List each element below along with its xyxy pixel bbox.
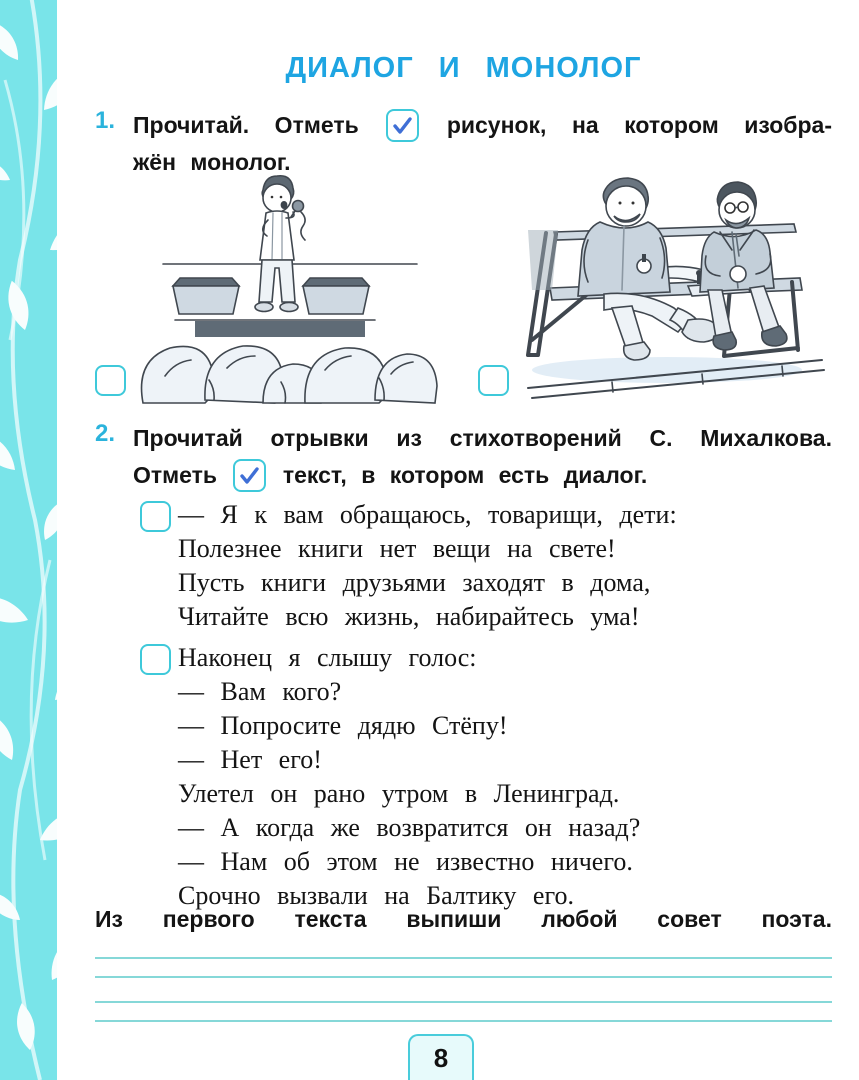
poem-line: — Попросите дядю Стёпу! bbox=[178, 711, 508, 740]
page-number-badge: 8 bbox=[408, 1034, 474, 1080]
task-2-instruction-line-2: Отметь текст, в котором есть диалог. bbox=[133, 457, 832, 494]
check-mark-icon bbox=[388, 111, 417, 140]
answer-line[interactable] bbox=[95, 1001, 832, 1003]
followup-instruction: Из первого текста выпиши любой совет поэта. bbox=[95, 906, 832, 932]
checked-checkbox-icon bbox=[233, 459, 266, 492]
poem-line: Пусть книги друзьями заходят в дома, bbox=[178, 568, 651, 597]
poem-line: Наконец я слышу голос: bbox=[178, 643, 477, 672]
poem-line: — Нам об этом не известно ничего. bbox=[178, 847, 633, 876]
answer-line[interactable] bbox=[95, 957, 832, 959]
dialogue-illustration-two-men-on-bench bbox=[492, 170, 827, 400]
task-1-instruction-line-2: жён монолог. bbox=[133, 149, 291, 175]
poem-excerpt-1 bbox=[140, 498, 840, 634]
task-2-instruction-line-1: Прочитай отрывки из стихотворений С. Михалкова. bbox=[133, 425, 832, 451]
poem-line: Полезнее книги нет вещи на свете! bbox=[178, 534, 616, 563]
monologue-illustration-boy-singing-on-stage bbox=[135, 168, 440, 408]
poem-line: — Я к вам обращаюсь, товарищи, дети: bbox=[178, 500, 677, 529]
answer-line[interactable] bbox=[95, 976, 832, 978]
poem-line: Читайте всю жизнь, набирайтесь ума! bbox=[178, 602, 640, 631]
picture-1-checkbox[interactable] bbox=[95, 365, 126, 396]
poem-line: — Нет его! bbox=[178, 745, 322, 774]
poem-1-checkbox[interactable] bbox=[140, 501, 171, 532]
poem-line: — А когда же возвратится он назад? bbox=[178, 813, 641, 842]
poem-2-checkbox[interactable] bbox=[140, 644, 171, 675]
picture-2-checkbox[interactable] bbox=[478, 365, 509, 396]
poem-line: Срочно вызвали на Балтику его. bbox=[178, 881, 574, 910]
poem-line: — Вам кого? bbox=[178, 677, 342, 706]
leaf-pattern bbox=[0, 0, 90, 1080]
task-2 bbox=[95, 420, 832, 494]
leaf-pattern-sidebar bbox=[0, 0, 57, 1080]
poem-excerpt-2 bbox=[140, 641, 840, 913]
checked-checkbox-icon bbox=[386, 109, 419, 142]
poem-line: Улетел он рано утром в Ленинград. bbox=[178, 779, 620, 808]
answer-line[interactable] bbox=[95, 1020, 832, 1022]
task-1-number: 1. bbox=[95, 107, 116, 134]
task-1-instruction-line-1: Прочитай. Отметь рисунок, на котором изобра- bbox=[133, 107, 832, 144]
task-2-number: 2. bbox=[95, 420, 116, 447]
page-title: ДИАЛОГ И МОНОЛОГ bbox=[285, 52, 642, 84]
check-mark-icon bbox=[235, 461, 264, 490]
